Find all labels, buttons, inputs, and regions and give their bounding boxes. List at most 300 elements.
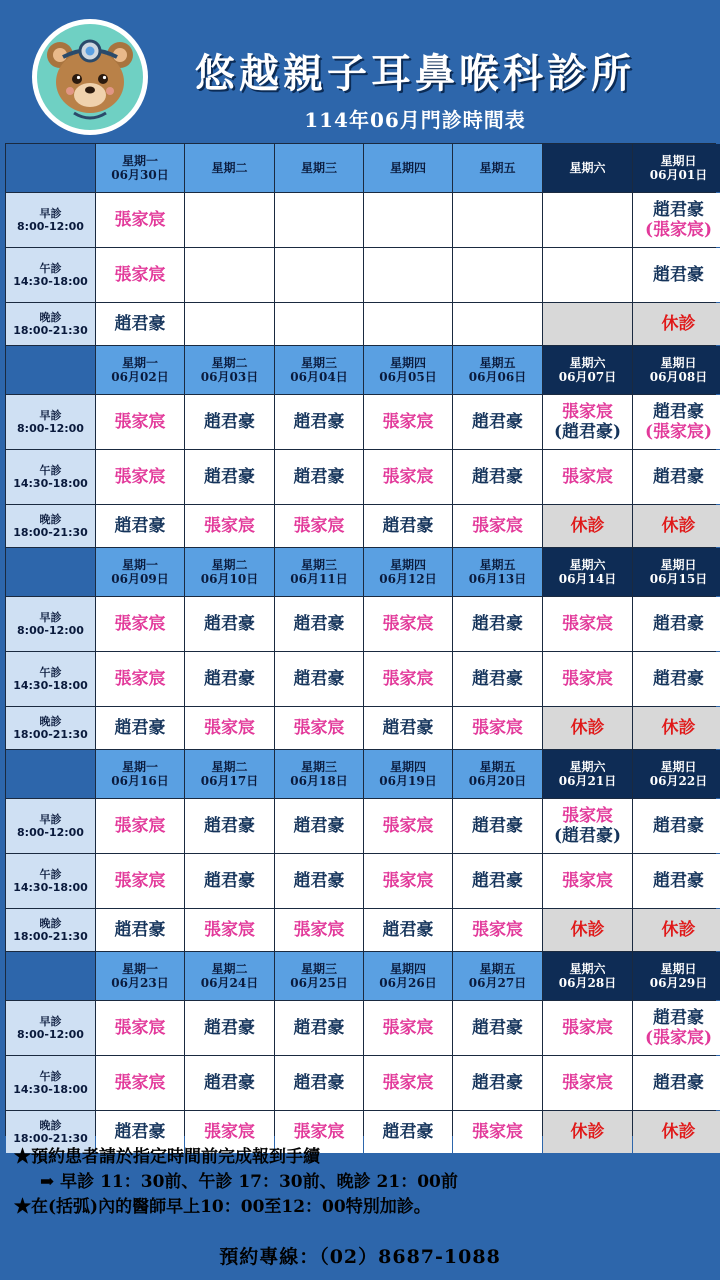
session-label: [6, 505, 95, 547]
day-header: [543, 346, 632, 394]
day-header: [543, 144, 632, 192]
doctor-cell: [364, 505, 452, 547]
doctor-cell: [364, 909, 452, 951]
doctor-name: 張家宸: [562, 401, 613, 422]
session-time: 8:00-12:00: [17, 422, 84, 435]
weekday-label: 星期二: [211, 160, 248, 175]
doctor-cell: [543, 505, 632, 547]
note-deadlines: ➡ 早診 11：30前、午診 17：30前、晚診 21：00前: [40, 1172, 458, 1192]
session-name: 早診: [39, 812, 62, 826]
weekday-label: 星期一: [121, 961, 158, 976]
session-name: 晚診: [39, 310, 62, 324]
day-header: [453, 952, 542, 1000]
doctor-name: 休診: [661, 515, 696, 536]
date-label: 06月18日: [290, 774, 348, 788]
day-header: [275, 346, 363, 394]
weekday-label: 星期一: [121, 759, 158, 774]
note-extra-session: ★在(括弧)內的醫師早上10：00至12：00特別加診。: [14, 1197, 431, 1217]
weekday-label: 星期五: [479, 557, 516, 572]
doctor-cell: [185, 505, 274, 547]
corner-cell: [6, 346, 95, 394]
doctor-name: 趙君豪: [653, 815, 704, 836]
doctor-name: 張家宸: [562, 805, 613, 826]
weekday-label: 星期六: [569, 759, 606, 774]
session-label: [6, 1001, 95, 1055]
doctor-cell: [633, 505, 720, 547]
weekday-label: 星期三: [300, 759, 337, 774]
weekday-label: 星期一: [121, 153, 158, 168]
weekday-label: 星期日: [660, 557, 697, 572]
doctor-name: 趙君豪: [114, 313, 166, 334]
doctor-name: 趙君豪: [382, 717, 434, 738]
session-time: 18:00-21:30: [13, 324, 88, 337]
date-label: 06月29日: [649, 976, 708, 990]
session-name: 晚診: [39, 1118, 62, 1132]
doctor-cell: [453, 854, 542, 908]
date-label: 06月20日: [468, 774, 527, 788]
doctor-cell: [633, 707, 720, 749]
day-header: [364, 548, 452, 596]
doctor-name: 趙君豪: [472, 668, 523, 689]
corner-cell: [6, 144, 95, 192]
session-name: 早診: [39, 610, 62, 624]
day-header: [633, 952, 720, 1000]
session-label: [6, 1056, 95, 1110]
date-label: 06月05日: [379, 370, 437, 384]
doctor-cell: [96, 248, 184, 302]
doctor-cell: [96, 1001, 184, 1055]
day-header: [633, 144, 720, 192]
weekday-label: 星期一: [121, 355, 158, 370]
session-name: 午診: [39, 1069, 62, 1083]
doctor-name: 張家宸: [382, 1017, 434, 1038]
session-name: 午診: [39, 463, 62, 477]
doctor-name: 張家宸: [114, 264, 166, 285]
session-name: 早診: [39, 1014, 62, 1028]
doctor-name: 張家宸: [472, 919, 523, 940]
date-label: 06月22日: [649, 774, 708, 788]
weekday-label: 星期一: [121, 557, 158, 572]
doctor-name: 趙君豪: [653, 668, 704, 689]
doctor-cell: [453, 395, 542, 449]
doctor-cell: [185, 303, 274, 345]
weekday-label: 星期二: [211, 557, 248, 572]
doctor-name: 張家宸: [114, 870, 166, 891]
doctor-cell: [185, 652, 274, 706]
date-label: 06月17日: [200, 774, 259, 788]
doctor-cell: [453, 799, 542, 853]
doctor-cell: [275, 193, 363, 247]
doctor-cell: [633, 597, 720, 651]
doctor-name: 趙君豪: [114, 1121, 166, 1142]
day-header: [185, 548, 274, 596]
doctor-cell: [185, 597, 274, 651]
doctor-name: 趙君豪: [382, 919, 434, 940]
doctor-cell: [364, 597, 452, 651]
doctor-name: 張家宸: [382, 1072, 434, 1093]
doctor-cell: [275, 505, 363, 547]
doctor-cell: [633, 193, 720, 247]
doctor-name: 趙君豪: [204, 466, 255, 487]
doctor-name: 趙君豪: [114, 717, 166, 738]
session-time: 14:30-18:00: [13, 881, 88, 894]
doctor-name: 趙君豪: [293, 411, 345, 432]
doctor-cell: [633, 303, 720, 345]
doctor-name: 趙君豪: [204, 1017, 255, 1038]
doctor-name: 趙君豪: [653, 199, 704, 220]
footer-notes: [0, 1136, 720, 1280]
date-label: 06月30日: [111, 168, 169, 182]
weekday-label: 星期三: [300, 160, 337, 175]
day-header: [633, 750, 720, 798]
doctor-cell: [364, 303, 452, 345]
session-label: [6, 799, 95, 853]
day-header: [364, 144, 452, 192]
doctor-name: 趙君豪: [653, 401, 704, 422]
doctor-cell: [364, 450, 452, 504]
doctor-cell: [453, 652, 542, 706]
day-header: [453, 144, 542, 192]
doctor-cell: [453, 597, 542, 651]
extra-doctor-name: (趙君豪): [553, 422, 622, 442]
doctor-cell: [543, 652, 632, 706]
doctor-name: 休診: [570, 515, 605, 536]
doctor-name: 趙君豪: [472, 466, 523, 487]
weekday-label: 星期六: [569, 160, 606, 175]
day-header: [364, 750, 452, 798]
doctor-cell: [185, 799, 274, 853]
doctor-cell: [453, 303, 542, 345]
weekday-label: 星期四: [389, 759, 426, 774]
doctor-name: 張家宸: [293, 1121, 345, 1142]
doctor-cell: [275, 1056, 363, 1110]
doctor-name: 趙君豪: [204, 1072, 255, 1093]
day-header: [364, 346, 452, 394]
day-header: [543, 952, 632, 1000]
day-header: [185, 750, 274, 798]
doctor-cell: [185, 1056, 274, 1110]
doctor-cell: [364, 248, 452, 302]
doctor-cell: [364, 854, 452, 908]
doctor-cell: [453, 1056, 542, 1110]
doctor-cell: [96, 303, 184, 345]
doctor-name: 趙君豪: [204, 411, 255, 432]
doctor-name: 張家宸: [472, 515, 523, 536]
date-label: 06月11日: [290, 572, 348, 586]
doctor-cell: [275, 707, 363, 749]
doctor-cell: [96, 707, 184, 749]
doctor-cell: [543, 193, 632, 247]
date-label: 06月01日: [649, 168, 708, 182]
doctor-cell: [96, 652, 184, 706]
doctor-cell: [185, 193, 274, 247]
doctor-cell: [185, 909, 274, 951]
date-label: 06月06日: [468, 370, 527, 384]
session-time: 18:00-21:30: [13, 930, 88, 943]
weekday-label: 星期三: [300, 961, 337, 976]
session-label: [6, 193, 95, 247]
weekday-label: 星期二: [211, 355, 248, 370]
weekday-label: 星期日: [660, 759, 697, 774]
doctor-name: 趙君豪: [653, 466, 704, 487]
doctor-cell: [364, 799, 452, 853]
doctor-name: 趙君豪: [653, 264, 704, 285]
date-label: 06月19日: [379, 774, 437, 788]
doctor-cell: [275, 248, 363, 302]
doctor-cell: [275, 909, 363, 951]
session-time: 8:00-12:00: [17, 624, 84, 637]
header: [0, 0, 720, 143]
date-label: 06月04日: [290, 370, 348, 384]
day-header: [543, 548, 632, 596]
day-header: [453, 346, 542, 394]
doctor-name: 趙君豪: [653, 1072, 704, 1093]
day-header: [453, 750, 542, 798]
doctor-name: 張家宸: [562, 870, 613, 891]
date-label: 06月21日: [558, 774, 617, 788]
day-header: [185, 346, 274, 394]
corner-cell: [6, 548, 95, 596]
session-label: [6, 303, 95, 345]
doctor-cell: [96, 450, 184, 504]
weekday-label: 星期五: [479, 355, 516, 370]
doctor-cell: [543, 707, 632, 749]
session-name: 午診: [39, 261, 62, 275]
doctor-name: 張家宸: [562, 466, 613, 487]
session-label: [6, 909, 95, 951]
weekday-label: 星期四: [389, 557, 426, 572]
doctor-name: 趙君豪: [114, 919, 166, 940]
doctor-name: 休診: [661, 313, 696, 334]
session-time: 14:30-18:00: [13, 477, 88, 490]
session-name: 午診: [39, 665, 62, 679]
doctor-cell: [185, 395, 274, 449]
doctor-cell: [185, 1001, 274, 1055]
day-header: [185, 144, 274, 192]
doctor-cell: [275, 799, 363, 853]
doctor-cell: [543, 1056, 632, 1110]
day-header: [543, 750, 632, 798]
doctor-name: 張家宸: [382, 870, 434, 891]
doctor-cell: [364, 1056, 452, 1110]
weekday-label: 星期六: [569, 557, 606, 572]
doctor-cell: [185, 854, 274, 908]
doctor-cell: [543, 303, 632, 345]
session-label: [6, 450, 95, 504]
doctor-name: 趙君豪: [293, 870, 345, 891]
doctor-name: 張家宸: [293, 515, 345, 536]
doctor-cell: [633, 799, 720, 853]
doctor-cell: [96, 799, 184, 853]
weekday-label: 星期四: [389, 355, 426, 370]
doctor-name: 趙君豪: [472, 411, 523, 432]
doctor-name: 趙君豪: [293, 1017, 345, 1038]
doctor-name: 趙君豪: [472, 1072, 523, 1093]
doctor-name: 張家宸: [382, 466, 434, 487]
doctor-cell: [633, 1001, 720, 1055]
doctor-cell: [275, 303, 363, 345]
day-header: [96, 346, 184, 394]
booking-phone: 預約專線：（02）8687-1088: [219, 1246, 501, 1268]
date-label: 06月02日: [111, 370, 169, 384]
note-checkin: ★預約患者請於指定時間前完成報到手續: [14, 1147, 320, 1167]
weekday-label: 星期五: [479, 961, 516, 976]
doctor-name: 休診: [570, 717, 605, 738]
doctor-name: 張家宸: [382, 815, 434, 836]
extra-doctor-name: (張家宸): [644, 220, 713, 240]
date-label: 06月13日: [468, 572, 527, 586]
day-header: [275, 144, 363, 192]
doctor-name: 張家宸: [114, 466, 166, 487]
session-time: 8:00-12:00: [17, 1028, 84, 1041]
doctor-name: 趙君豪: [472, 815, 523, 836]
doctor-cell: [185, 248, 274, 302]
doctor-cell: [275, 450, 363, 504]
day-header: [96, 750, 184, 798]
date-label: 06月15日: [649, 572, 708, 586]
doctor-cell: [275, 597, 363, 651]
doctor-name: 張家宸: [382, 668, 434, 689]
date-label: 06月16日: [111, 774, 169, 788]
doctor-cell: [364, 193, 452, 247]
doctor-name: 張家宸: [562, 613, 613, 634]
session-label: [6, 597, 95, 651]
date-label: 06月25日: [290, 976, 348, 990]
date-label: 06月08日: [649, 370, 708, 384]
doctor-cell: [96, 505, 184, 547]
doctor-name: 張家宸: [562, 1072, 613, 1093]
doctor-name: 趙君豪: [653, 1007, 704, 1028]
date-label: 06月09日: [111, 572, 169, 586]
doctor-name: 張家宸: [204, 717, 255, 738]
doctor-cell: [543, 799, 632, 853]
doctor-name: 趙君豪: [293, 668, 345, 689]
doctor-name: 趙君豪: [472, 613, 523, 634]
weekday-label: 星期三: [300, 355, 337, 370]
session-time: 14:30-18:00: [13, 275, 88, 288]
doctor-name: 趙君豪: [204, 815, 255, 836]
weekday-label: 星期五: [479, 759, 516, 774]
doctor-cell: [453, 450, 542, 504]
doctor-cell: [96, 854, 184, 908]
day-header: [185, 952, 274, 1000]
weekday-label: 星期三: [300, 557, 337, 572]
extra-doctor-name: (張家宸): [644, 1028, 713, 1048]
day-header: [275, 548, 363, 596]
doctor-name: 趙君豪: [382, 1121, 434, 1142]
doctor-name: 張家宸: [382, 613, 434, 634]
day-header: [96, 952, 184, 1000]
doctor-cell: [275, 395, 363, 449]
date-label: 06月14日: [558, 572, 617, 586]
doctor-name: 趙君豪: [204, 668, 255, 689]
doctor-cell: [633, 854, 720, 908]
session-time: 14:30-18:00: [13, 679, 88, 692]
weekday-label: 星期五: [479, 160, 516, 175]
weekday-label: 星期日: [660, 153, 697, 168]
doctor-name: 張家宸: [114, 815, 166, 836]
doctor-cell: [453, 505, 542, 547]
doctor-cell: [543, 395, 632, 449]
doctor-name: 張家宸: [114, 1072, 166, 1093]
doctor-name: 張家宸: [382, 411, 434, 432]
date-label: 06月10日: [200, 572, 259, 586]
doctor-name: 趙君豪: [204, 613, 255, 634]
doctor-cell: [633, 248, 720, 302]
corner-cell: [6, 952, 95, 1000]
weekday-label: 星期四: [389, 961, 426, 976]
doctor-name: 趙君豪: [293, 613, 345, 634]
doctor-name: 張家宸: [204, 515, 255, 536]
doctor-cell: [185, 707, 274, 749]
session-time: 14:30-18:00: [13, 1083, 88, 1096]
doctor-cell: [275, 854, 363, 908]
doctor-cell: [453, 248, 542, 302]
session-time: 8:00-12:00: [17, 826, 84, 839]
doctor-cell: [453, 193, 542, 247]
day-header: [453, 548, 542, 596]
doctor-cell: [543, 909, 632, 951]
doctor-name: 張家宸: [472, 717, 523, 738]
weekday-label: 星期二: [211, 961, 248, 976]
session-label: [6, 248, 95, 302]
date-label: 06月24日: [200, 976, 259, 990]
doctor-name: 張家宸: [293, 919, 345, 940]
session-name: 午診: [39, 867, 62, 881]
doctor-cell: [96, 909, 184, 951]
extra-doctor-name: (張家宸): [644, 422, 713, 442]
doctor-name: 趙君豪: [382, 515, 434, 536]
doctor-name: 張家宸: [114, 668, 166, 689]
day-header: [275, 952, 363, 1000]
doctor-cell: [543, 450, 632, 504]
doctor-name: 趙君豪: [293, 466, 345, 487]
doctor-name: 休診: [570, 1121, 605, 1142]
doctor-cell: [453, 707, 542, 749]
doctor-cell: [633, 395, 720, 449]
session-label: [6, 395, 95, 449]
doctor-name: 趙君豪: [293, 1072, 345, 1093]
bear-doctor-icon: [30, 17, 150, 137]
doctor-name: 張家宸: [204, 1121, 255, 1142]
session-label: [6, 707, 95, 749]
doctor-cell: [364, 707, 452, 749]
doctor-name: 趙君豪: [472, 1017, 523, 1038]
date-label: 06月23日: [111, 976, 169, 990]
date-label: 06月26日: [379, 976, 437, 990]
session-name: 早診: [39, 206, 62, 220]
doctor-cell: [364, 395, 452, 449]
doctor-name: 張家宸: [293, 717, 345, 738]
session-name: 晚診: [39, 916, 62, 930]
doctor-name: 休診: [661, 717, 696, 738]
doctor-cell: [275, 652, 363, 706]
doctor-name: 休診: [570, 919, 605, 940]
schedule-table: [5, 143, 716, 1145]
doctor-cell: [453, 1001, 542, 1055]
doctor-cell: [96, 193, 184, 247]
doctor-cell: [543, 597, 632, 651]
doctor-name: 趙君豪: [293, 815, 345, 836]
doctor-name: 張家宸: [114, 613, 166, 634]
doctor-cell: [633, 1056, 720, 1110]
weekday-label: 星期二: [211, 759, 248, 774]
doctor-name: 張家宸: [562, 1017, 613, 1038]
date-label: 06月03日: [200, 370, 259, 384]
weekday-label: 星期日: [660, 355, 697, 370]
date-label: 06月07日: [558, 370, 617, 384]
weekday-label: 星期日: [660, 961, 697, 976]
